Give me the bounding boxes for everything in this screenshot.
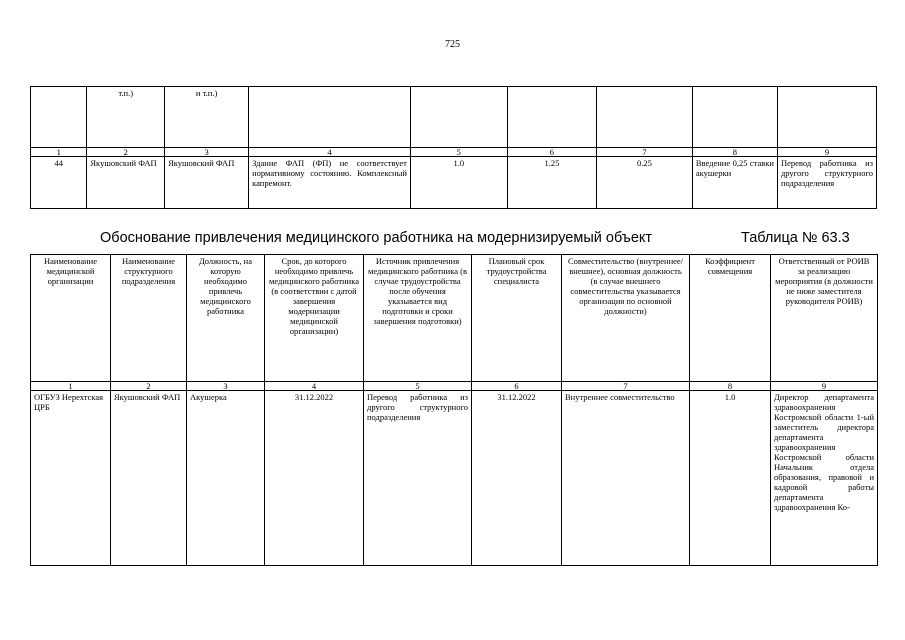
- continued-table: [30, 86, 877, 209]
- col-number: 2: [111, 382, 187, 391]
- coefficient: 1.0: [690, 391, 771, 566]
- col-number: 1: [31, 382, 111, 391]
- col-number: 7: [597, 148, 693, 157]
- col-number: 1: [31, 148, 87, 157]
- cont-cell-2: т.п.): [87, 87, 165, 148]
- combination: Внутреннее совместительство: [562, 391, 690, 566]
- continuation-row: [31, 87, 877, 148]
- col-number: 5: [410, 148, 507, 157]
- column-numbers-row: [31, 382, 878, 391]
- position: Акушерка: [187, 391, 265, 566]
- col-number: 8: [690, 382, 771, 391]
- table-number: Таблица № 63.3: [741, 230, 850, 246]
- subdivision: Якушовский ФАП: [87, 157, 165, 209]
- cont-cell-7: [597, 87, 693, 148]
- object: Якушовский ФАП: [165, 157, 249, 209]
- value-5: 1.0: [410, 157, 507, 209]
- table-row: [31, 157, 877, 209]
- header-cell: Ответственный от РОИВ за реализацию мероприятия (в должности не ниже заместителя руководителя РОИВ): [771, 255, 878, 382]
- page-number: 725: [445, 39, 460, 50]
- subdivision: Якушовский ФАП: [111, 391, 187, 566]
- header-cell: Коэффициент совмещения: [690, 255, 771, 382]
- header-cell: Источник привлечения медицинского работника (в случае трудоустройства после обучения указывается вид подготовки и сроки завершения подготовки): [364, 255, 472, 382]
- col-number: 6: [507, 148, 596, 157]
- planned-date: 31.12.2022: [472, 391, 562, 566]
- col-number: 4: [249, 148, 411, 157]
- header-cell: Плановый срок трудоустройства специалиста: [472, 255, 562, 382]
- responsible: Директор департамента здравоохранения Костромской области 1-ый заместитель директора департамента здравоохранения Костромской области Начальник отдела образования, правовой и кадровой работы департамента здравоохранения Ко-: [771, 391, 878, 566]
- value-7: 0.25: [597, 157, 693, 209]
- header-cell: Наименование медицинской организации: [31, 255, 111, 382]
- row-number: 44: [31, 157, 87, 209]
- staffing-table: [30, 254, 878, 566]
- header-cell: Наименование структурного подразделения: [111, 255, 187, 382]
- value-6: 1.25: [507, 157, 596, 209]
- cont-cell-6: [507, 87, 596, 148]
- source: Перевод работника из другого структурного подразделения: [777, 157, 876, 209]
- col-number: 7: [562, 382, 690, 391]
- table-caption: Обоснование привлечения медицинского работника на модернизируемый объект: [100, 230, 653, 246]
- cont-cell-4: [249, 87, 411, 148]
- measure: Введение 0,25 ставки акушерки: [692, 157, 777, 209]
- column-numbers-row: [31, 148, 877, 157]
- cont-cell-5: [410, 87, 507, 148]
- cont-cell-1: [31, 87, 87, 148]
- header-row: [31, 255, 878, 382]
- cont-cell-9: [777, 87, 876, 148]
- header-cell: Должность, на которую необходимо привлечь медицинского работника: [187, 255, 265, 382]
- col-number: 4: [265, 382, 364, 391]
- header-cell: Срок, до которого необходимо привлечь медицинского работника (в соответствии с датой завершения модернизации медицинской организации): [265, 255, 364, 382]
- cont-cell-8: [692, 87, 777, 148]
- col-number: 3: [165, 148, 249, 157]
- table-row: [31, 391, 878, 566]
- header-cell: Совместительство (внутреннее/внешнее), основная должность (в случае внешнего совместительства указывается организация по основной должности): [562, 255, 690, 382]
- deadline: 31.12.2022: [265, 391, 364, 566]
- col-number: 2: [87, 148, 165, 157]
- col-number: 9: [771, 382, 878, 391]
- col-number: 5: [364, 382, 472, 391]
- col-number: 8: [692, 148, 777, 157]
- organization: ОГБУЗ Нерехтская ЦРБ: [31, 391, 111, 566]
- condition: Здание ФАП (ФП) не соответствует нормативному состоянию. Комплексный капремонт.: [249, 157, 411, 209]
- cont-cell-3: и т.п.): [165, 87, 249, 148]
- col-number: 3: [187, 382, 265, 391]
- col-number: 9: [777, 148, 876, 157]
- source: Перевод работника из другого структурного подразделения: [364, 391, 472, 566]
- col-number: 6: [472, 382, 562, 391]
